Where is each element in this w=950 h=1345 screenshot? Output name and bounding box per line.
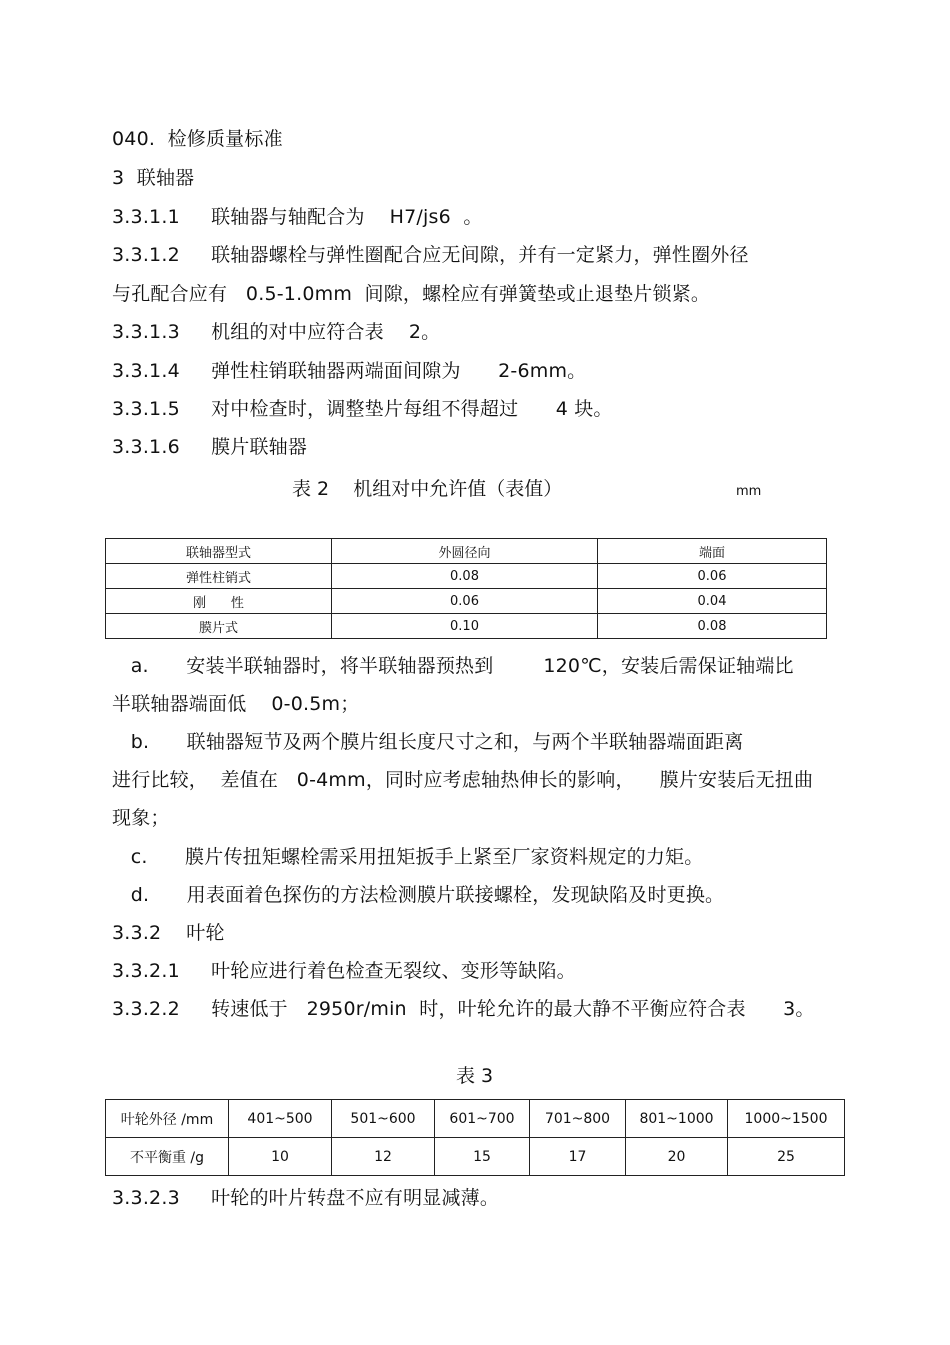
section-heading: 3 联轴器 <box>112 167 195 189</box>
table2-caption: 表 2 机组对中允许值（表值） <box>292 478 563 500</box>
table-cell: 1000~1500 <box>728 1100 845 1138</box>
table-cell: 0.10 <box>332 614 598 639</box>
item-a: a. 安装半联轴器时，将半联轴器预热到 120℃，安装后需保证轴端比 <box>112 655 794 677</box>
item-b-cont2: 现象； <box>112 807 170 829</box>
table-header-cell: 外圆径向 <box>332 539 598 564</box>
clause-3-3-2-3: 3.3.2.3 叶轮的叶片转盘不应有明显减薄。 <box>112 1187 500 1209</box>
table-cell: 0.06 <box>332 589 598 614</box>
table-cell: 15 <box>435 1138 530 1176</box>
table-cell: 12 <box>332 1138 435 1176</box>
table-header-cell: 联轴器型式 <box>106 539 332 564</box>
table-cell: 0.04 <box>598 589 827 614</box>
item-b-cont: 进行比较， 差值在 0-4mm，同时应考虑轴热伸长的影响， 膜片安装后无扭曲 <box>112 769 814 791</box>
table-cell: 501~600 <box>332 1100 435 1138</box>
table-row <box>106 614 827 639</box>
table-row <box>106 564 827 589</box>
clause-3-3-1-6: 3.3.1.6 膜片联轴器 <box>112 436 308 458</box>
item-c: c. 膜片传扭矩螺栓需采用扭矩扳手上紧至厂家资料规定的力矩。 <box>112 846 704 868</box>
clause-3-3-1-1: 3.3.1.1 联轴器与轴配合为 H7/js6 。 <box>112 206 483 228</box>
alignment-tolerance-table <box>105 538 827 639</box>
clause-3-3-1-2-cont: 与孔配合应有 0.5-1.0mm 间隙，螺栓应有弹簧垫或止退垫片锁紧。 <box>112 283 711 305</box>
table-cell: 0.06 <box>598 564 827 589</box>
table-cell: 刚 性 <box>106 589 332 614</box>
table-row <box>106 1100 845 1138</box>
document-title: 040. 检修质量标准 <box>112 128 283 150</box>
clause-3-3-1-3: 3.3.1.3 机组的对中应符合表 2。 <box>112 321 441 343</box>
table3-caption: 表 3 <box>456 1065 494 1087</box>
table-row <box>106 589 827 614</box>
table-cell: 0.08 <box>332 564 598 589</box>
table-header-cell: 叶轮外径 /mm <box>106 1100 229 1138</box>
table-cell: 膜片式 <box>106 614 332 639</box>
item-a-cont: 半联轴器端面低 0-0.5m； <box>112 693 360 715</box>
table-cell: 0.08 <box>598 614 827 639</box>
table-cell: 20 <box>626 1138 728 1176</box>
table-cell: 601~700 <box>435 1100 530 1138</box>
table-cell: 25 <box>728 1138 845 1176</box>
item-b: b. 联轴器短节及两个膜片组长度尺寸之和，与两个半联轴器端面距离 <box>112 731 744 753</box>
table-header-cell: 端面 <box>598 539 827 564</box>
clause-3-3-1-5: 3.3.1.5 对中检查时，调整垫片每组不得超过 4 块。 <box>112 398 613 420</box>
table-row <box>106 1138 845 1176</box>
table-cell: 17 <box>530 1138 626 1176</box>
table-header-cell: 不平衡重 /g <box>106 1138 229 1176</box>
item-d: d. 用表面着色探伤的方法检测膜片联接螺栓，发现缺陷及时更换。 <box>112 884 725 906</box>
table-header-row <box>106 539 827 564</box>
clause-3-3-1-4: 3.3.1.4 弹性柱销联轴器两端面间隙为 2-6mm。 <box>112 360 587 382</box>
table-cell: 10 <box>229 1138 332 1176</box>
table-cell: 弹性柱销式 <box>106 564 332 589</box>
table-cell: 401~500 <box>229 1100 332 1138</box>
clause-3-3-2-2: 3.3.2.2 转速低于 2950r/min 时，叶轮允许的最大静不平衡应符合表 3。 <box>112 998 815 1020</box>
subsection-heading: 3.3.2 叶轮 <box>112 922 225 944</box>
clause-3-3-2-1: 3.3.2.1 叶轮应进行着色检查无裂纹、变形等缺陷。 <box>112 960 576 982</box>
table-cell: 701~800 <box>530 1100 626 1138</box>
clause-3-3-1-2: 3.3.1.2 联轴器螺栓与弹性圈配合应无间隙，并有一定紧力，弹性圈外径 <box>112 244 749 266</box>
impeller-balance-table <box>105 1099 845 1176</box>
table-cell: 801~1000 <box>626 1100 728 1138</box>
table2-unit: mm <box>736 484 762 499</box>
